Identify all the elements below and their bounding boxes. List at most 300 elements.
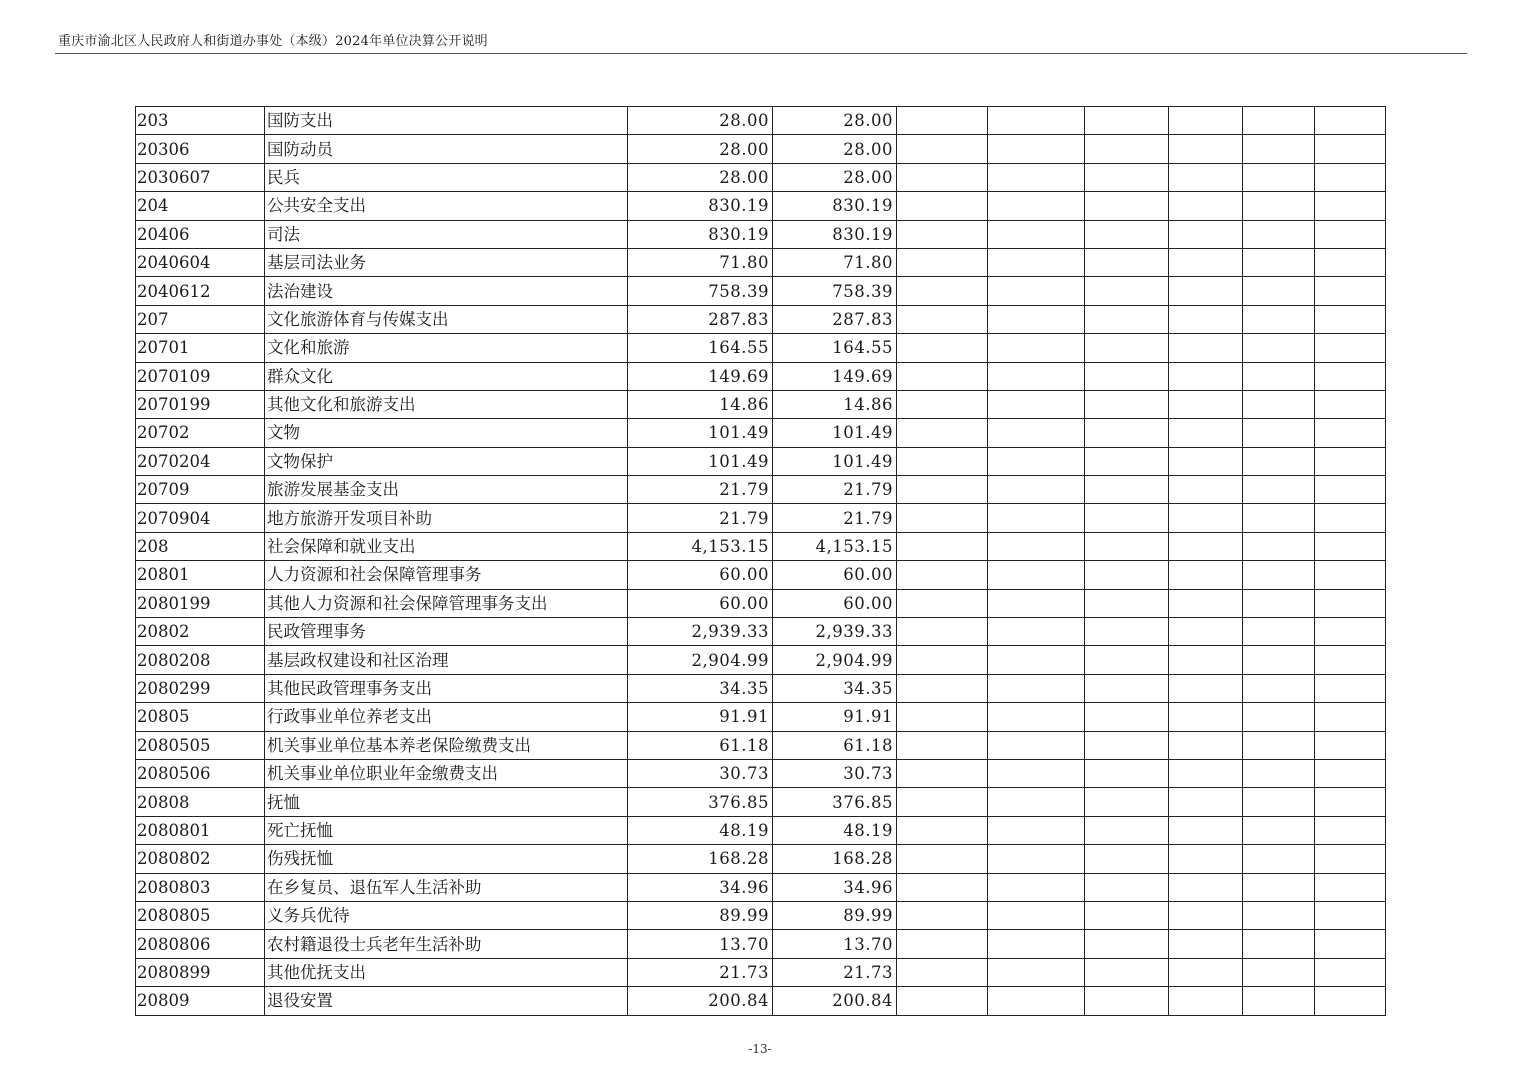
total-amount-cell: 101.49 bbox=[628, 419, 773, 447]
subject-code-cell: 20702 bbox=[136, 419, 265, 447]
empty-cell bbox=[988, 759, 1085, 787]
table-row bbox=[136, 589, 1386, 617]
table-row bbox=[136, 107, 1386, 135]
empty-cell bbox=[1315, 646, 1386, 674]
empty-cell bbox=[1169, 277, 1243, 305]
empty-cell bbox=[988, 845, 1085, 873]
empty-cell bbox=[1169, 788, 1243, 816]
basic-amount-cell: 30.73 bbox=[773, 759, 897, 787]
table-row bbox=[136, 163, 1386, 191]
subject-code-cell: 2080802 bbox=[136, 845, 265, 873]
table-row bbox=[136, 901, 1386, 929]
empty-cell bbox=[1169, 305, 1243, 333]
empty-cell bbox=[1085, 703, 1169, 731]
empty-cell bbox=[988, 476, 1085, 504]
empty-cell bbox=[1085, 532, 1169, 560]
empty-cell bbox=[897, 987, 988, 1015]
subject-name-cell: 国防动员 bbox=[265, 135, 628, 163]
empty-cell bbox=[1085, 759, 1169, 787]
empty-cell bbox=[1085, 362, 1169, 390]
subject-name-cell: 在乡复员、退伍军人生活补助 bbox=[265, 873, 628, 901]
subject-name-cell: 基层司法业务 bbox=[265, 248, 628, 276]
subject-code-cell: 207 bbox=[136, 305, 265, 333]
total-amount-cell: 149.69 bbox=[628, 362, 773, 390]
subject-name-cell: 其他优抚支出 bbox=[265, 958, 628, 986]
subject-name-cell: 地方旅游开发项目补助 bbox=[265, 504, 628, 532]
empty-cell bbox=[1315, 958, 1386, 986]
total-amount-cell: 758.39 bbox=[628, 277, 773, 305]
subject-name-cell: 伤残抚恤 bbox=[265, 845, 628, 873]
basic-amount-cell: 60.00 bbox=[773, 589, 897, 617]
empty-cell bbox=[897, 305, 988, 333]
empty-cell bbox=[897, 362, 988, 390]
empty-cell bbox=[1315, 305, 1386, 333]
empty-cell bbox=[988, 987, 1085, 1015]
basic-amount-cell: 21.73 bbox=[773, 958, 897, 986]
empty-cell bbox=[1085, 618, 1169, 646]
subject-name-cell: 死亡抚恤 bbox=[265, 816, 628, 844]
table-row bbox=[136, 788, 1386, 816]
subject-name-cell: 基层政权建设和社区治理 bbox=[265, 646, 628, 674]
total-amount-cell: 14.86 bbox=[628, 390, 773, 418]
subject-name-cell: 公共安全支出 bbox=[265, 192, 628, 220]
total-amount-cell: 13.70 bbox=[628, 930, 773, 958]
empty-cell bbox=[1243, 901, 1315, 929]
basic-amount-cell: 34.35 bbox=[773, 674, 897, 702]
empty-cell bbox=[1169, 248, 1243, 276]
empty-cell bbox=[988, 192, 1085, 220]
empty-cell bbox=[1315, 674, 1386, 702]
table-row bbox=[136, 703, 1386, 731]
subject-code-cell: 20306 bbox=[136, 135, 265, 163]
subject-code-cell: 2080199 bbox=[136, 589, 265, 617]
subject-name-cell: 文化旅游体育与传媒支出 bbox=[265, 305, 628, 333]
basic-amount-cell: 101.49 bbox=[773, 447, 897, 475]
empty-cell bbox=[1243, 277, 1315, 305]
total-amount-cell: 28.00 bbox=[628, 107, 773, 135]
empty-cell bbox=[897, 192, 988, 220]
basic-amount-cell: 164.55 bbox=[773, 334, 897, 362]
subject-name-cell: 机关事业单位职业年金缴费支出 bbox=[265, 759, 628, 787]
basic-amount-cell: 61.18 bbox=[773, 731, 897, 759]
page-number: -13- bbox=[748, 1042, 772, 1056]
empty-cell bbox=[1243, 845, 1315, 873]
empty-cell bbox=[897, 759, 988, 787]
table-row bbox=[136, 277, 1386, 305]
empty-cell bbox=[1169, 192, 1243, 220]
empty-cell bbox=[1315, 362, 1386, 390]
empty-cell bbox=[1085, 901, 1169, 929]
table-row bbox=[136, 220, 1386, 248]
table-row bbox=[136, 504, 1386, 532]
empty-cell bbox=[1243, 674, 1315, 702]
empty-cell bbox=[1169, 618, 1243, 646]
subject-code-cell: 2080208 bbox=[136, 646, 265, 674]
subject-name-cell: 其他人力资源和社会保障管理事务支出 bbox=[265, 589, 628, 617]
empty-cell bbox=[1243, 703, 1315, 731]
empty-cell bbox=[1169, 589, 1243, 617]
empty-cell bbox=[988, 419, 1085, 447]
subject-name-cell: 农村籍退役士兵老年生活补助 bbox=[265, 930, 628, 958]
empty-cell bbox=[1243, 532, 1315, 560]
subject-code-cell: 20802 bbox=[136, 618, 265, 646]
basic-amount-cell: 28.00 bbox=[773, 135, 897, 163]
total-amount-cell: 60.00 bbox=[628, 589, 773, 617]
empty-cell bbox=[1169, 816, 1243, 844]
basic-amount-cell: 21.79 bbox=[773, 504, 897, 532]
subject-name-cell: 义务兵优待 bbox=[265, 901, 628, 929]
empty-cell bbox=[1085, 561, 1169, 589]
table-row bbox=[136, 930, 1386, 958]
empty-cell bbox=[897, 248, 988, 276]
empty-cell bbox=[1085, 390, 1169, 418]
empty-cell bbox=[1169, 845, 1243, 873]
header-divider bbox=[55, 53, 1467, 54]
empty-cell bbox=[1169, 987, 1243, 1015]
table-row bbox=[136, 618, 1386, 646]
empty-cell bbox=[988, 788, 1085, 816]
empty-cell bbox=[1085, 334, 1169, 362]
empty-cell bbox=[988, 674, 1085, 702]
total-amount-cell: 34.96 bbox=[628, 873, 773, 901]
basic-amount-cell: 2,904.99 bbox=[773, 646, 897, 674]
table-row bbox=[136, 958, 1386, 986]
empty-cell bbox=[988, 107, 1085, 135]
empty-cell bbox=[988, 930, 1085, 958]
basic-amount-cell: 48.19 bbox=[773, 816, 897, 844]
empty-cell bbox=[1243, 873, 1315, 901]
empty-cell bbox=[1169, 759, 1243, 787]
subject-code-cell: 208 bbox=[136, 532, 265, 560]
empty-cell bbox=[897, 845, 988, 873]
subject-name-cell: 机关事业单位基本养老保险缴费支出 bbox=[265, 731, 628, 759]
empty-cell bbox=[1169, 646, 1243, 674]
subject-code-cell: 2070199 bbox=[136, 390, 265, 418]
empty-cell bbox=[1243, 334, 1315, 362]
subject-code-cell: 2080805 bbox=[136, 901, 265, 929]
empty-cell bbox=[1169, 107, 1243, 135]
total-amount-cell: 60.00 bbox=[628, 561, 773, 589]
empty-cell bbox=[988, 447, 1085, 475]
empty-cell bbox=[1085, 163, 1169, 191]
empty-cell bbox=[1315, 930, 1386, 958]
empty-cell bbox=[1085, 305, 1169, 333]
total-amount-cell: 2,939.33 bbox=[628, 618, 773, 646]
empty-cell bbox=[988, 646, 1085, 674]
basic-amount-cell: 287.83 bbox=[773, 305, 897, 333]
table-row bbox=[136, 674, 1386, 702]
empty-cell bbox=[1315, 873, 1386, 901]
subject-name-cell: 行政事业单位养老支出 bbox=[265, 703, 628, 731]
basic-amount-cell: 34.96 bbox=[773, 873, 897, 901]
empty-cell bbox=[1243, 958, 1315, 986]
empty-cell bbox=[1169, 873, 1243, 901]
subject-name-cell: 其他文化和旅游支出 bbox=[265, 390, 628, 418]
empty-cell bbox=[897, 476, 988, 504]
basic-amount-cell: 758.39 bbox=[773, 277, 897, 305]
empty-cell bbox=[1085, 873, 1169, 901]
empty-cell bbox=[1315, 504, 1386, 532]
empty-cell bbox=[1085, 816, 1169, 844]
empty-cell bbox=[1243, 646, 1315, 674]
empty-cell bbox=[897, 561, 988, 589]
empty-cell bbox=[1315, 589, 1386, 617]
total-amount-cell: 101.49 bbox=[628, 447, 773, 475]
empty-cell bbox=[988, 901, 1085, 929]
empty-cell bbox=[1315, 618, 1386, 646]
table-row bbox=[136, 759, 1386, 787]
empty-cell bbox=[1243, 390, 1315, 418]
empty-cell bbox=[1243, 930, 1315, 958]
empty-cell bbox=[1085, 248, 1169, 276]
total-amount-cell: 89.99 bbox=[628, 901, 773, 929]
empty-cell bbox=[1085, 930, 1169, 958]
empty-cell bbox=[1243, 447, 1315, 475]
subject-code-cell: 2080505 bbox=[136, 731, 265, 759]
total-amount-cell: 34.35 bbox=[628, 674, 773, 702]
empty-cell bbox=[988, 561, 1085, 589]
empty-cell bbox=[897, 447, 988, 475]
subject-name-cell: 群众文化 bbox=[265, 362, 628, 390]
empty-cell bbox=[897, 816, 988, 844]
empty-cell bbox=[1315, 419, 1386, 447]
empty-cell bbox=[1315, 759, 1386, 787]
empty-cell bbox=[1085, 674, 1169, 702]
empty-cell bbox=[1315, 163, 1386, 191]
subject-code-cell: 2080806 bbox=[136, 930, 265, 958]
total-amount-cell: 376.85 bbox=[628, 788, 773, 816]
total-amount-cell: 71.80 bbox=[628, 248, 773, 276]
total-amount-cell: 21.79 bbox=[628, 476, 773, 504]
subject-code-cell: 2080299 bbox=[136, 674, 265, 702]
total-amount-cell: 830.19 bbox=[628, 192, 773, 220]
empty-cell bbox=[1169, 731, 1243, 759]
empty-cell bbox=[1169, 703, 1243, 731]
table-row bbox=[136, 447, 1386, 475]
subject-name-cell: 文物保护 bbox=[265, 447, 628, 475]
basic-amount-cell: 2,939.33 bbox=[773, 618, 897, 646]
empty-cell bbox=[897, 419, 988, 447]
empty-cell bbox=[1085, 987, 1169, 1015]
subject-code-cell: 2080899 bbox=[136, 958, 265, 986]
empty-cell bbox=[897, 107, 988, 135]
empty-cell bbox=[988, 958, 1085, 986]
empty-cell bbox=[1243, 362, 1315, 390]
empty-cell bbox=[1315, 845, 1386, 873]
empty-cell bbox=[1085, 419, 1169, 447]
empty-cell bbox=[1085, 192, 1169, 220]
empty-cell bbox=[897, 674, 988, 702]
empty-cell bbox=[988, 816, 1085, 844]
empty-cell bbox=[1085, 958, 1169, 986]
empty-cell bbox=[1169, 220, 1243, 248]
basic-amount-cell: 168.28 bbox=[773, 845, 897, 873]
total-amount-cell: 4,153.15 bbox=[628, 532, 773, 560]
empty-cell bbox=[1085, 788, 1169, 816]
empty-cell bbox=[1169, 930, 1243, 958]
empty-cell bbox=[1315, 135, 1386, 163]
empty-cell bbox=[1085, 589, 1169, 617]
basic-amount-cell: 200.84 bbox=[773, 987, 897, 1015]
table-row bbox=[136, 419, 1386, 447]
empty-cell bbox=[1315, 731, 1386, 759]
total-amount-cell: 28.00 bbox=[628, 163, 773, 191]
empty-cell bbox=[897, 163, 988, 191]
empty-cell bbox=[1243, 476, 1315, 504]
table-body bbox=[136, 107, 1386, 1016]
subject-name-cell: 民兵 bbox=[265, 163, 628, 191]
empty-cell bbox=[1169, 504, 1243, 532]
basic-amount-cell: 21.79 bbox=[773, 476, 897, 504]
total-amount-cell: 287.83 bbox=[628, 305, 773, 333]
empty-cell bbox=[1169, 476, 1243, 504]
table-row bbox=[136, 476, 1386, 504]
empty-cell bbox=[1315, 703, 1386, 731]
table-row bbox=[136, 362, 1386, 390]
subject-name-cell: 退役安置 bbox=[265, 987, 628, 1015]
empty-cell bbox=[1243, 419, 1315, 447]
empty-cell bbox=[897, 390, 988, 418]
empty-cell bbox=[897, 731, 988, 759]
subject-name-cell: 文化和旅游 bbox=[265, 334, 628, 362]
empty-cell bbox=[1315, 248, 1386, 276]
empty-cell bbox=[1243, 816, 1315, 844]
total-amount-cell: 168.28 bbox=[628, 845, 773, 873]
empty-cell bbox=[1243, 192, 1315, 220]
empty-cell bbox=[1315, 390, 1386, 418]
basic-amount-cell: 89.99 bbox=[773, 901, 897, 929]
empty-cell bbox=[1243, 589, 1315, 617]
empty-cell bbox=[897, 958, 988, 986]
subject-code-cell: 203 bbox=[136, 107, 265, 135]
table-row bbox=[136, 987, 1386, 1015]
empty-cell bbox=[988, 163, 1085, 191]
empty-cell bbox=[988, 532, 1085, 560]
subject-name-cell: 抚恤 bbox=[265, 788, 628, 816]
empty-cell bbox=[1169, 447, 1243, 475]
table-row bbox=[136, 845, 1386, 873]
empty-cell bbox=[1169, 419, 1243, 447]
empty-cell bbox=[1315, 192, 1386, 220]
subject-code-cell: 2080801 bbox=[136, 816, 265, 844]
empty-cell bbox=[1315, 447, 1386, 475]
subject-code-cell: 2070204 bbox=[136, 447, 265, 475]
total-amount-cell: 91.91 bbox=[628, 703, 773, 731]
empty-cell bbox=[1085, 476, 1169, 504]
empty-cell bbox=[1243, 561, 1315, 589]
table-row bbox=[136, 135, 1386, 163]
subject-code-cell: 20809 bbox=[136, 987, 265, 1015]
empty-cell bbox=[1085, 135, 1169, 163]
empty-cell bbox=[1243, 107, 1315, 135]
subject-code-cell: 2080803 bbox=[136, 873, 265, 901]
subject-code-cell: 2070109 bbox=[136, 362, 265, 390]
total-amount-cell: 21.73 bbox=[628, 958, 773, 986]
empty-cell bbox=[988, 731, 1085, 759]
basic-amount-cell: 830.19 bbox=[773, 192, 897, 220]
empty-cell bbox=[1085, 731, 1169, 759]
empty-cell bbox=[1169, 901, 1243, 929]
empty-cell bbox=[897, 220, 988, 248]
empty-cell bbox=[1243, 248, 1315, 276]
empty-cell bbox=[897, 788, 988, 816]
empty-cell bbox=[1169, 163, 1243, 191]
empty-cell bbox=[1315, 901, 1386, 929]
empty-cell bbox=[1243, 788, 1315, 816]
table-row bbox=[136, 731, 1386, 759]
total-amount-cell: 48.19 bbox=[628, 816, 773, 844]
empty-cell bbox=[988, 390, 1085, 418]
empty-cell bbox=[988, 305, 1085, 333]
empty-cell bbox=[1085, 277, 1169, 305]
empty-cell bbox=[1169, 958, 1243, 986]
table-row bbox=[136, 532, 1386, 560]
empty-cell bbox=[1243, 987, 1315, 1015]
subject-code-cell: 2070904 bbox=[136, 504, 265, 532]
empty-cell bbox=[897, 589, 988, 617]
empty-cell bbox=[897, 532, 988, 560]
empty-cell bbox=[988, 277, 1085, 305]
empty-cell bbox=[1315, 532, 1386, 560]
empty-cell bbox=[897, 504, 988, 532]
empty-cell bbox=[988, 248, 1085, 276]
empty-cell bbox=[897, 930, 988, 958]
total-amount-cell: 21.79 bbox=[628, 504, 773, 532]
table-row bbox=[136, 390, 1386, 418]
basic-amount-cell: 60.00 bbox=[773, 561, 897, 589]
subject-name-cell: 人力资源和社会保障管理事务 bbox=[265, 561, 628, 589]
basic-amount-cell: 376.85 bbox=[773, 788, 897, 816]
empty-cell bbox=[897, 703, 988, 731]
total-amount-cell: 2,904.99 bbox=[628, 646, 773, 674]
basic-amount-cell: 4,153.15 bbox=[773, 532, 897, 560]
empty-cell bbox=[1085, 107, 1169, 135]
subject-name-cell: 司法 bbox=[265, 220, 628, 248]
empty-cell bbox=[1085, 447, 1169, 475]
empty-cell bbox=[1169, 334, 1243, 362]
empty-cell bbox=[1169, 135, 1243, 163]
empty-cell bbox=[897, 334, 988, 362]
empty-cell bbox=[1169, 362, 1243, 390]
total-amount-cell: 830.19 bbox=[628, 220, 773, 248]
empty-cell bbox=[1315, 561, 1386, 589]
empty-cell bbox=[1243, 731, 1315, 759]
empty-cell bbox=[1169, 674, 1243, 702]
empty-cell bbox=[1169, 390, 1243, 418]
empty-cell bbox=[1169, 561, 1243, 589]
empty-cell bbox=[1243, 305, 1315, 333]
empty-cell bbox=[897, 135, 988, 163]
total-amount-cell: 61.18 bbox=[628, 731, 773, 759]
subject-code-cell: 20701 bbox=[136, 334, 265, 362]
expenditure-table bbox=[135, 106, 1386, 1016]
subject-name-cell: 旅游发展基金支出 bbox=[265, 476, 628, 504]
basic-amount-cell: 830.19 bbox=[773, 220, 897, 248]
subject-name-cell: 国防支出 bbox=[265, 107, 628, 135]
empty-cell bbox=[1243, 135, 1315, 163]
subject-name-cell: 文物 bbox=[265, 419, 628, 447]
empty-cell bbox=[988, 504, 1085, 532]
table-row bbox=[136, 873, 1386, 901]
total-amount-cell: 164.55 bbox=[628, 334, 773, 362]
empty-cell bbox=[1085, 646, 1169, 674]
empty-cell bbox=[1243, 220, 1315, 248]
empty-cell bbox=[1243, 504, 1315, 532]
subject-code-cell: 2040612 bbox=[136, 277, 265, 305]
empty-cell bbox=[988, 618, 1085, 646]
empty-cell bbox=[1243, 163, 1315, 191]
table-row bbox=[136, 561, 1386, 589]
